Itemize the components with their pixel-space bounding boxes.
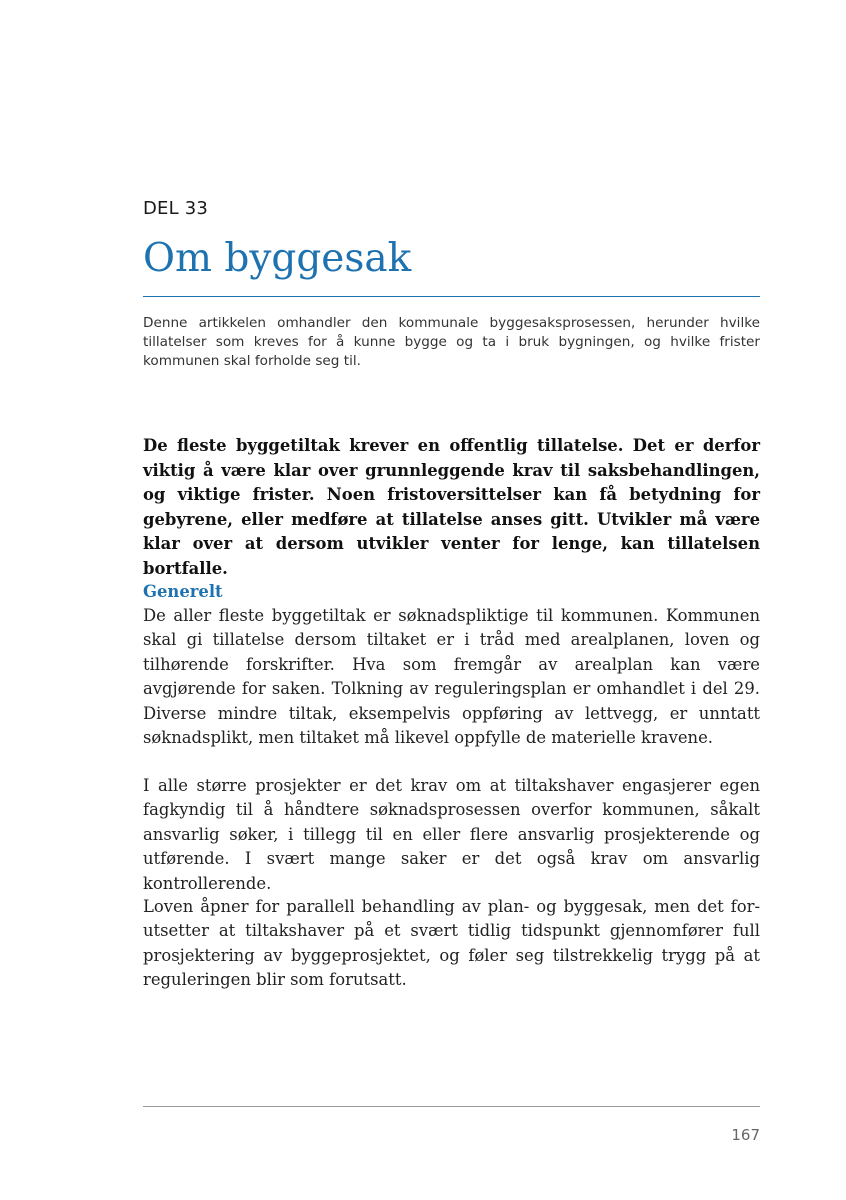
part-label: DEL 33 xyxy=(143,198,209,219)
page-number: 167 xyxy=(731,1126,760,1144)
body-paragraph: De aller fleste byggetiltak er søknadspliktige til kommunen. Kommunen skal gi tillatelse dersom tiltaket er i tråd med arealplanen, loven og tilhørende forskrifter. Hva som fremgår av arealplan kan være avgjørende for saken. Tolkning av reguleringsplan er omhandlet i del 29. Diverse mindre tiltak, eksempelvis oppføring av lettvegg, er unntatt søknadsplikt, men tiltaket må likevel oppfylle de materielle kravene. xyxy=(143,606,760,748)
page-title: Om byggesak xyxy=(143,236,412,281)
intro-paragraph: Denne artikkelen omhandler den kommunale byggesaksprosessen, herunder hvilke tillatelser som kreves for å kunne bygge og ta i bruk bygningen, og hvilke frister kommunen skal forholde seg til. xyxy=(143,315,760,369)
section-heading: Generelt xyxy=(143,582,223,601)
body-paragraph: Loven åpner for parallell behandling av plan- og byggesak, men det forutsetter at tiltakshaver på et svært tidlig tidspunkt gjennomfører full prosjektering av byggeprosjektet, og føler seg tilstrekkelig trygg på at reguleringen blir som forutsatt. xyxy=(143,897,760,990)
title-divider xyxy=(143,296,760,297)
footer-divider xyxy=(143,1106,760,1107)
lead-paragraph: De fleste byggetiltak krever en offentlig tillatelse. Det er derfor viktig å være klar over grunnleggende krav til saksbehandlingen, og viktige frister. Noen fristoversittelser kan få betydning for gebyrene, eller medføre at tillatelse anses gitt. Utvikler må være klar over at dersom utvikler venter for lenge, kan tillatelsen bortfalle. xyxy=(143,436,760,578)
body-paragraph: I alle større prosjekter er det krav om at tiltakshaver engasjerer egen fagkyndig til å håndtere søknadsprosessen overfor kommunen, såkalt ansvarlig søker, i tillegg til en eller flere ansvarlig prosjekterende og utførende. I svært mange saker er det også krav om ansvarlig kontrollerende. xyxy=(143,776,760,893)
